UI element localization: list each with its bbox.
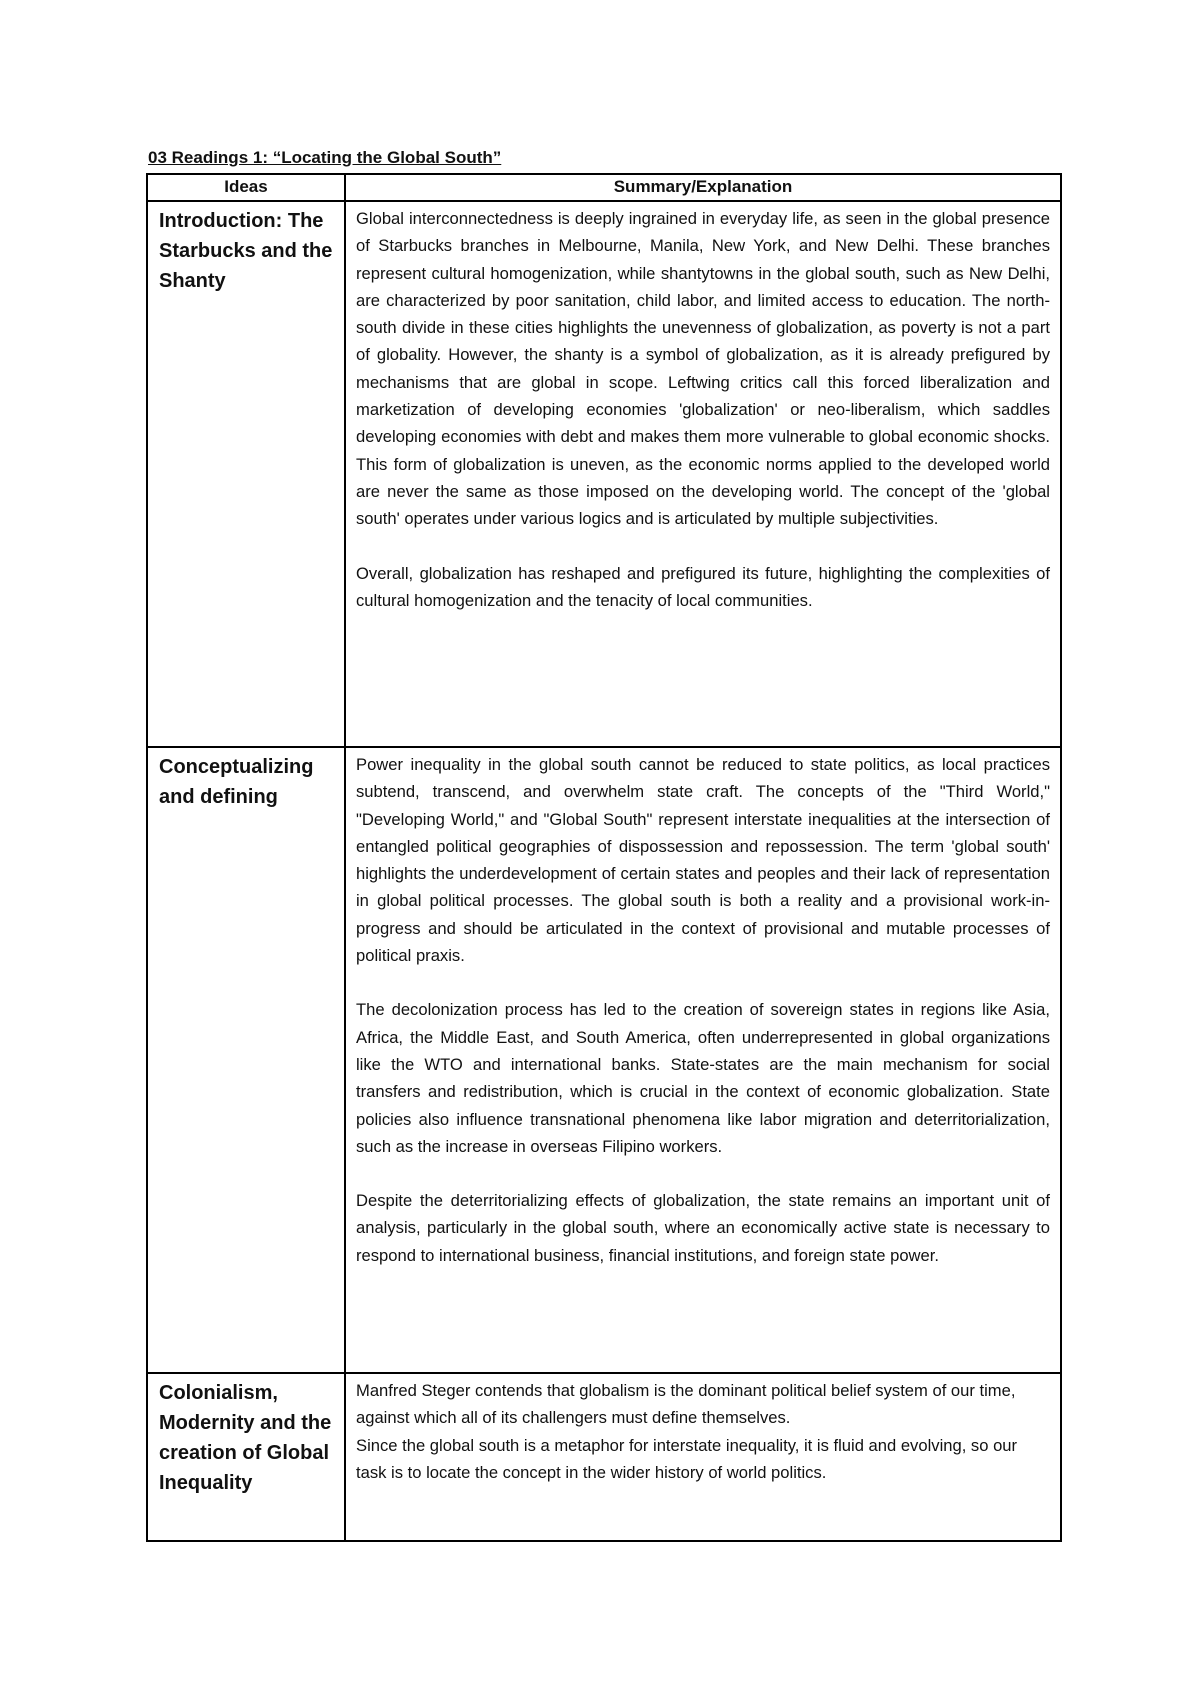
summary-paragraph: Global interconnectedness is deeply ingrained in everyday life, as seen in the global presence of Starbucks branches in Melbourne, Manila, New York, and New Delhi. These branches represent cultural homogenization, while shantytowns in the global south, such as New Delhi, are characterized by poor sanitation, child labor, and limited access to education. The north-south divide in these cities highlights the unevenness of globalization, as poverty is not a part of globality. However, the shanty is a symbol of globalization, as it is already prefigured by mechanisms that are global in scope. Leftwing critics call this forced liberalization and marketization of developing economies 'globalization' or neo-liberalism, which saddles developing economies with debt and makes them more vulnerable to global economic shocks. This form of globalization is uneven, as the economic norms applied to the developed world are never the same as those imposed on the developing world. The concept of the 'global south' operates under various logics and is articulated by multiple subjectivities.: [356, 209, 1050, 529]
summary-paragraph: The decolonization process has led to the creation of sovereign states in regions like Asia, Africa, the Middle East, and South America, often underrepresented in global organizations like the WTO and international banks. State-states are the main mechanism for social transfers and redistribution, which is crucial in the context of economic globalization. State policies also influence transnational phenomena like labor migration and deterritorialization, such as the increase in overseas Filipino workers.: [356, 1000, 1050, 1156]
table-header-row: [147, 174, 1061, 201]
summary-column-header: Summary/Explanation: [345, 174, 1061, 201]
ideas-column-header: Ideas: [147, 174, 345, 201]
summary-paragraph: Despite the deterritorializing effects of globalization, the state remains an important unit of analysis, particularly in the global south, where an economically active state is necessary to respond to international business, financial institutions, and foreign state power.: [356, 1191, 1050, 1265]
summary-cell: [345, 201, 1061, 747]
summary-cell: [345, 747, 1061, 1373]
summary-paragraph: Since the global south is a metaphor for interstate inequality, it is fluid and evolving, so our task is to locate the concept in the wider history of world politics.: [356, 1435, 1018, 1482]
table-row: [147, 1373, 1061, 1541]
summary-paragraph: Manfred Steger contends that globalism is the dominant political belief system of our time, against which all of its challengers must define themselves.: [356, 1381, 1016, 1428]
idea-cell: Introduction: The Starbucks and the Shanty: [147, 201, 345, 747]
idea-cell: Colonialism, Modernity and the creation of Global Inequality: [147, 1373, 345, 1541]
idea-cell: Conceptualizing and defining: [147, 747, 345, 1373]
table-row: [147, 747, 1061, 1373]
document-title: 03 Readings 1: “Locating the Global South”: [148, 148, 502, 167]
notes-table: [146, 173, 1062, 1542]
summary-paragraph: Power inequality in the global south cannot be reduced to state politics, as local practices subtend, transcend, and overwhelm state craft. The concepts of the "Third World," "Developing World," and "Global South" represent interstate inequalities at the intersection of entangled political geographies of dispossession and repossession. The term 'global south' highlights the underdevelopment of certain states and peoples and their lack of representation in global political processes. The global south is both a reality and a provisional work-in-progress and should be articulated in the context of provisional and mutable processes of political praxis.: [356, 755, 1050, 966]
summary-paragraph: Overall, globalization has reshaped and prefigured its future, highlighting the complexities of cultural homogenization and the tenacity of local communities.: [356, 563, 1050, 610]
summary-cell: [345, 1373, 1061, 1541]
table-row: [147, 201, 1061, 747]
